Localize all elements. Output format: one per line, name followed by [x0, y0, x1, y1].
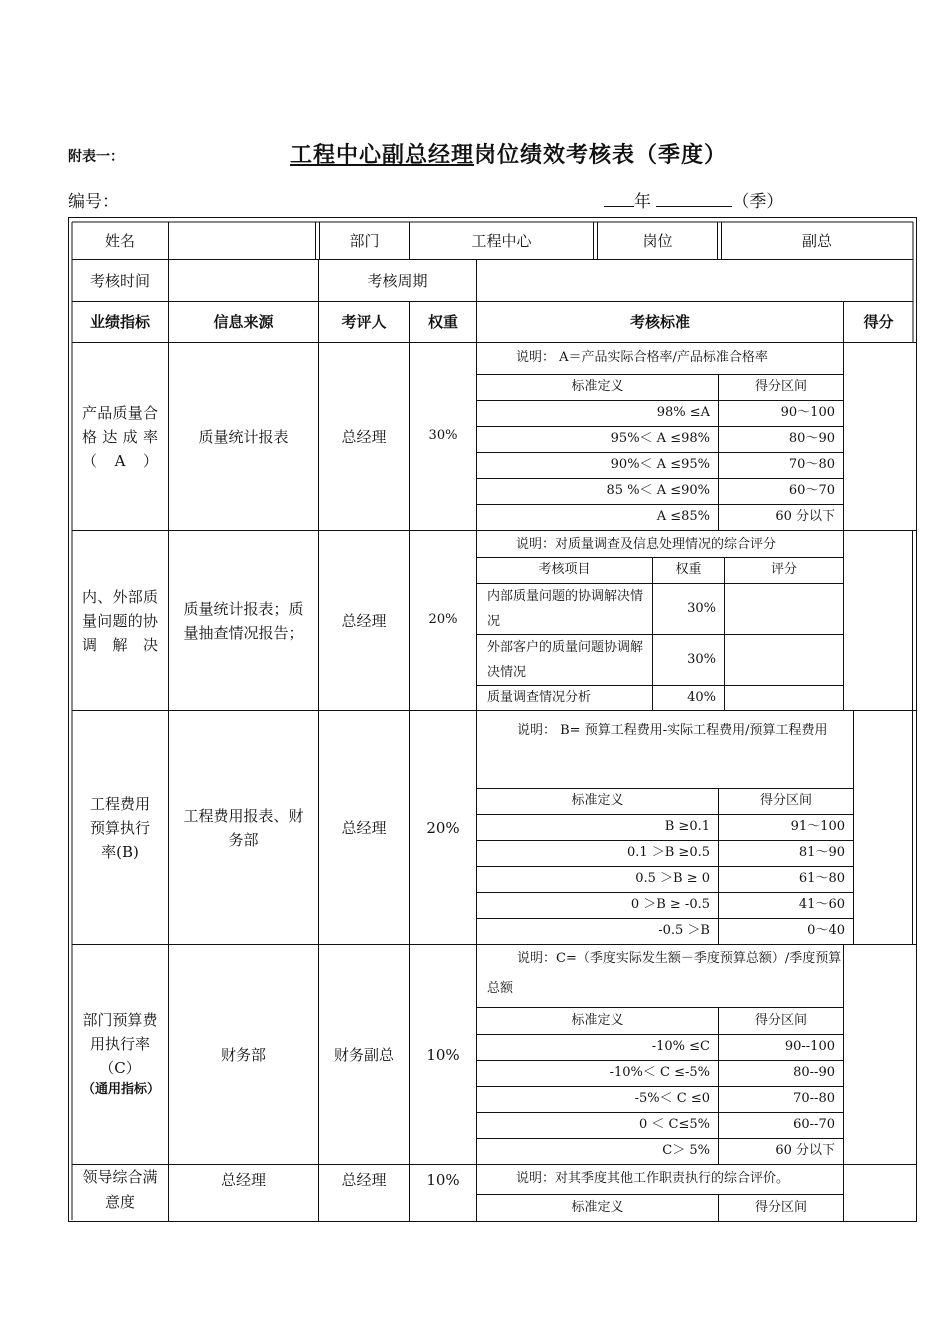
std-score-a: 80～90 — [788, 431, 835, 447]
std-header-score-leader: 得分区间 — [754, 1199, 807, 1215]
indicator-quality — [72, 531, 168, 710]
col-header-score: 得分 — [863, 313, 894, 331]
item-score-input[interactable] — [725, 584, 843, 634]
name-label: 姓名 — [104, 231, 135, 250]
std-score-b: 81～90 — [798, 845, 845, 861]
std-def-c: -5%＜ C ≤0 — [634, 1091, 710, 1107]
post-value: 副总 — [801, 231, 832, 250]
score-input-c[interactable] — [844, 945, 916, 1164]
score-input-a[interactable] — [844, 343, 913, 530]
weight-leader: 10% — [426, 1171, 460, 1189]
year-label: 年 — [634, 192, 651, 212]
time-label: 考核时间 — [89, 271, 150, 290]
item-weight: 30% — [687, 600, 716, 616]
note-quality: 说明：对质量调查及信息处理情况的综合评分 — [516, 537, 777, 552]
item-header-weight: 权重 — [675, 562, 702, 578]
weight-quality: 20% — [428, 612, 458, 628]
std-score-b: 0～40 — [807, 923, 845, 939]
note-a: 说明： A＝产品实际合格率/产品标准合格率 — [516, 350, 768, 365]
std-score-c: 80--90 — [793, 1065, 835, 1081]
item-name: 质量调查情况分析 — [487, 689, 592, 705]
std-def-a: 90%＜ A ≤95% — [610, 457, 710, 473]
std-header-def-c: 标准定义 — [571, 1012, 624, 1028]
post-label: 岗位 — [642, 231, 673, 250]
std-def-a: 98% ≤A — [656, 405, 710, 421]
std-def-a: 95%＜ A ≤98% — [610, 431, 710, 447]
evaluator-b: 总经理 — [341, 818, 387, 837]
source-a: 质量统计报表 — [198, 427, 289, 446]
indicator-a — [72, 343, 168, 530]
indicator-b: 工程费用预算执行率(B) — [89, 794, 150, 861]
std-def-b: -0.5 ＞B — [658, 923, 710, 939]
std-score-c: 70--80 — [793, 1091, 835, 1107]
code-label: 编号： — [68, 192, 119, 212]
indicator-quality-text: 内、外部质量问题的协调解决 — [82, 587, 158, 654]
item-score-input[interactable] — [725, 686, 843, 710]
score-input-quality[interactable] — [844, 531, 912, 710]
period-input[interactable] — [477, 260, 913, 301]
std-def-c: C＞ 5% — [662, 1143, 710, 1159]
title-underlined: 工程中心副总经理 — [290, 142, 475, 168]
item-header-name: 考核项目 — [538, 562, 591, 578]
score-input-leader[interactable] — [844, 1165, 916, 1221]
time-input[interactable] — [169, 260, 318, 301]
item-name: 内部质量问题的协调解决情况 — [487, 589, 644, 629]
std-score-b: 61～80 — [798, 871, 845, 887]
std-header-def-leader: 标准定义 — [571, 1199, 624, 1215]
std-header-score-a: 得分区间 — [754, 379, 807, 395]
std-score-b: 91～100 — [790, 819, 845, 835]
dept-label: 部门 — [349, 231, 380, 250]
weight-b: 20% — [426, 818, 460, 837]
evaluator-leader: 总经理 — [341, 1171, 387, 1189]
std-def-b: 0 ＞B ≥ -0.5 — [630, 897, 710, 913]
std-score-a: 60 分以下 — [775, 509, 835, 525]
period-label: 考核周期 — [367, 271, 428, 290]
source-leader: 总经理 — [220, 1171, 266, 1189]
std-def-b: 0.1 ＞B ≥0.5 — [626, 845, 710, 861]
title-rest: 岗位绩效考核表（季度） — [474, 142, 728, 168]
source-c: 财务部 — [220, 1045, 266, 1064]
name-input[interactable] — [169, 222, 315, 259]
note-c: 说明：C=（季度实际发生额－季度预算总额）/季度预算总额 — [487, 951, 842, 996]
col-header-standard: 考核标准 — [629, 313, 690, 331]
std-header-def-b: 标准定义 — [571, 793, 624, 809]
evaluator-a: 总经理 — [341, 427, 387, 446]
note-leader: 说明：对其季度其他工作职责执行的综合评价。 — [516, 1171, 790, 1186]
std-header-score-c: 得分区间 — [754, 1012, 807, 1028]
indicator-c-text: 部门预算费用执行率（C） — [82, 1011, 158, 1078]
score-input-b[interactable] — [854, 711, 912, 944]
std-score-c: 90--100 — [784, 1039, 835, 1055]
note-b: 说明： B= 预算工程费用-实际工程费用/预算工程费用 — [517, 723, 828, 738]
item-name: 外部客户的质量问题协调解决情况 — [487, 640, 644, 680]
indicator-a-text: 产品质量合格达成率（A） — [82, 403, 158, 470]
item-weight: 40% — [687, 689, 716, 705]
std-def-c: -10%＜ C ≤-5% — [609, 1065, 710, 1081]
item-weight: 30% — [687, 651, 716, 667]
std-header-score-b: 得分区间 — [759, 793, 812, 809]
appendix-label: 附表一： — [68, 149, 124, 165]
item-score-input[interactable] — [725, 635, 843, 685]
indicator-c — [72, 945, 168, 1164]
std-score-c: 60--70 — [793, 1117, 835, 1133]
source-b: 工程费用报表、财务部 — [183, 806, 304, 849]
std-score-a: 90～100 — [780, 405, 835, 421]
std-score-a: 70～80 — [788, 457, 835, 473]
weight-c: 10% — [426, 1045, 460, 1064]
evaluator-c: 财务副总 — [333, 1045, 394, 1064]
col-header-evaluator: 考评人 — [341, 313, 387, 331]
col-header-source: 信息来源 — [213, 313, 274, 331]
weight-a: 30% — [428, 428, 458, 444]
std-def-b: 0.5 ＞B ≥ 0 — [635, 871, 710, 887]
indicator-leader: 领导综合满意度 — [82, 1168, 158, 1211]
std-def-c: -10% ≤C — [651, 1039, 710, 1055]
col-header-indicator: 业绩指标 — [89, 313, 150, 331]
item-header-score: 评分 — [770, 562, 797, 578]
std-def-c: 0 ＜ C≤5% — [639, 1117, 710, 1133]
dept-value: 工程中心 — [471, 231, 532, 250]
std-def-a: A ≤85% — [656, 509, 710, 525]
evaluator-quality: 总经理 — [341, 611, 387, 630]
std-score-c: 60 分以下 — [775, 1143, 835, 1159]
std-header-def-a: 标准定义 — [571, 379, 624, 395]
source-quality: 质量统计报表；质量抽查情况报告； — [183, 599, 304, 642]
std-def-a: 85 %＜ A ≤90% — [606, 483, 710, 499]
col-header-weight: 权重 — [427, 313, 458, 331]
std-def-b: B ≥0.1 — [664, 819, 710, 835]
std-score-b: 41～60 — [798, 897, 845, 913]
std-score-a: 60～70 — [788, 483, 835, 499]
indicator-c-sub: （通用指标） — [82, 1082, 161, 1098]
season-label: （季） — [732, 192, 784, 212]
